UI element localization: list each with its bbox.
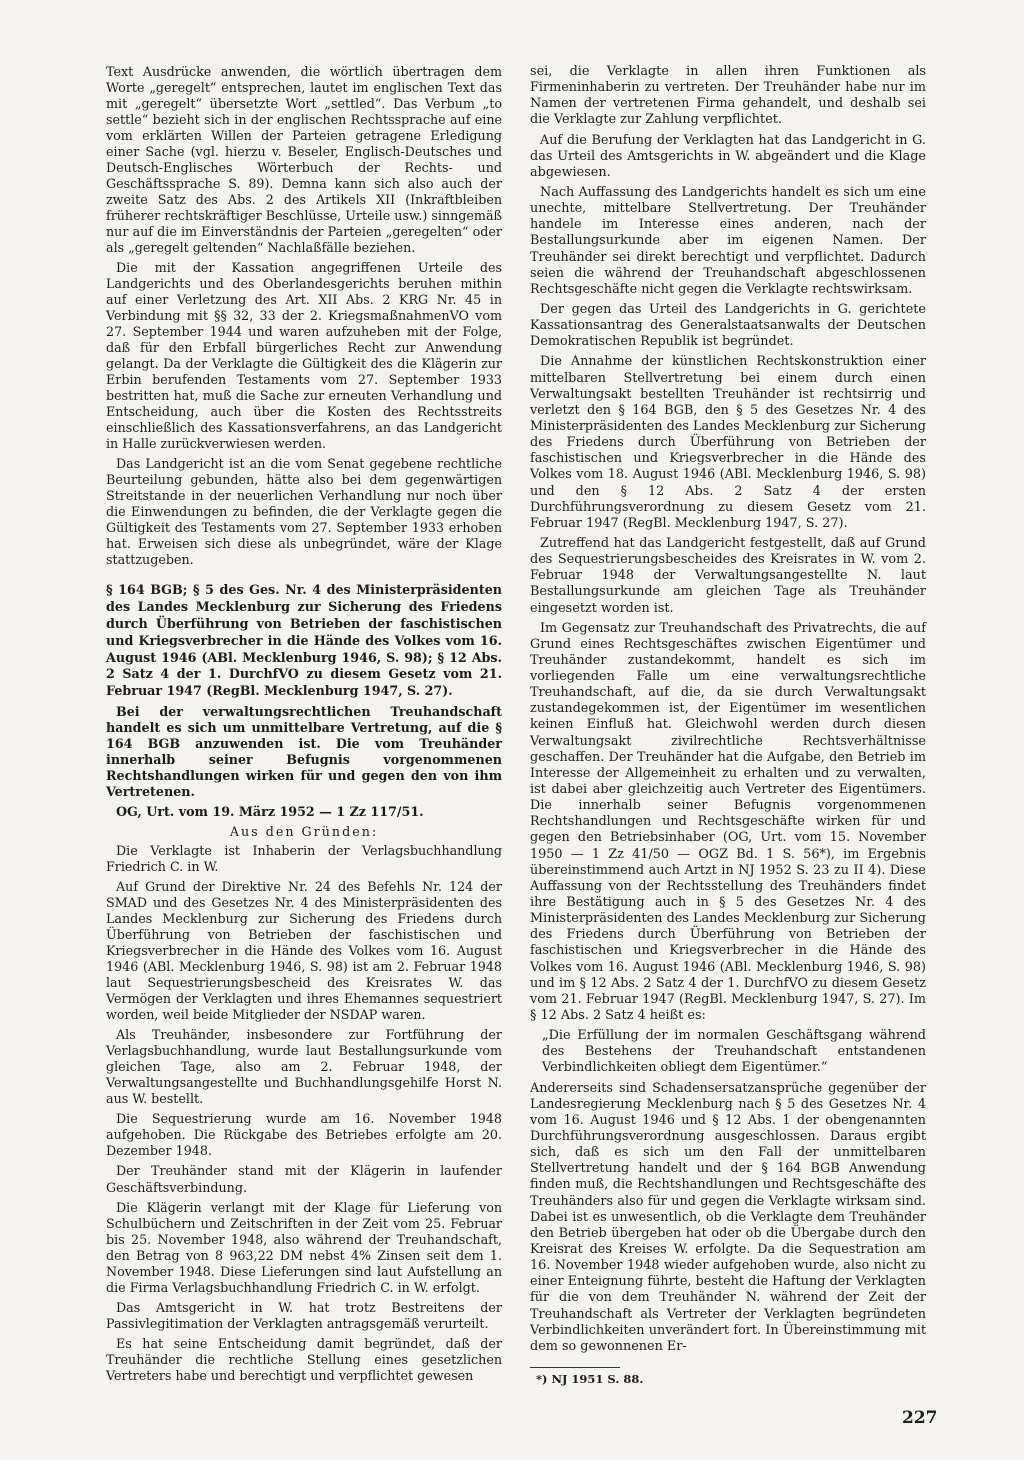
paragraph: Das Amtsgericht in W. hat trotz Bestreitens der Passivlegitimation der Verklagten antragsgemäß verurteilt. [106, 1299, 502, 1331]
paragraph: Nach Auffassung des Landgerichts handelt es sich um eine unechte, mittelbare Stellvertretung. Der Treuhänder handele im Interesse eines anderen, nach der Bestallungsurkunde aber im eigenen Namen. Der Treuhänder sei direkt berechtigt und verpflichtet. Dadurch seien die während der Treuhandschaft abgeschlossenen Rechtsgeschäfte nicht gegen die Verklagte rechtswirksam. [530, 184, 926, 297]
case-heading: § 164 BGB; § 5 des Ges. Nr. 4 des Ministerpräsidenten des Landes Mecklenburg zur Sicherung des Friedens durch Überführung von Betrieben der faschistischen und Kriegsverbrecher in die Hände des Volkes vom 16. August 1946 (ABl. Mecklenburg 1946, S. 98); § 12 Abs. 2 Satz 4 der 1. DurchfVO zu diesem Gesetz vom 21. Februar 1947 (RegBl. Mecklenburg 1947, S. 27). [106, 582, 502, 699]
paragraph: Im Gegensatz zur Treuhandschaft des Privatrechts, die auf Grund eines Rechtsgeschäftes zwischen Eigentümer und Treuhänder zustandekommt, handelt es sich im vorliegenden Falle um eine verwaltungsrechtliche Treuhandschaft, auf die, da sie durch Verwaltungsakt zustandegekommen ist, der Eigentümer im wesentlichen keinen Einfluß hat. Gleichwohl werden durch diesen Verwaltungsakt zivilrechtliche Rechtsverhältnisse geschaffen. Der Treuhänder hat die Aufgabe, den Betrieb im Interesse der Allgemeinheit zu erhalten und zu verwalten, ist dabei aber gleichzeitig auch Vertreter des Eigentümers. Die innerhalb seiner Befugnis vorgenommenen Rechtshandlungen und Rechtsgeschäfte wirken für und gegen den Betriebsinhaber (OG, Urt. vom 15. November 1950 — 1 Zz 41/50 — OGZ Bd. 1 S. 56*), im Ergebnis übereinstimmend auch Artzt in NJ 1952 S. 23 zu II 4). Diese Auffassung von der Rechtsstellung des Treuhänders findet ihre Bestätigung auch in § 5 des Gesetzes Nr. 4 des Ministerpräsidenten des Landes Mecklenburg zur Sicherung des Friedens durch Überführung von Betrieben der faschistischen und Kriegsverbrecher in die Hände des Volkes vom 16. August 1946 (ABl. Mecklenburg 1946, S. 98) und im § 12 Abs. 2 Satz 4 der 1. DurchfVO zu diesem Gesetz vom 21. Februar 1947 (RegBl. Mecklenburg 1947, S. 27). Im § 12 Abs. 2 Satz 4 heißt es: [530, 620, 926, 1024]
paragraph: Auf die Berufung der Verklagten hat das Landgericht in G. das Urteil des Amtsgerichts in W. abgeändert und die Klage abgewiesen. [530, 132, 926, 180]
paragraph: Als Treuhänder, insbesondere zur Fortführung der Verlagsbuchhandlung, wurde laut Bestallungsurkunde vom gleichen Tage, also am 2. Februar 1948, der Verwaltungsangestellte und Buchhandlungsgehilfe Horst N. aus W. bestellt. [106, 1027, 502, 1107]
left-column [106, 64, 502, 1388]
paragraph: Der gegen das Urteil des Landgerichts in G. gerichtete Kassationsantrag des Generalstaatsanwalts der Deutschen Demokratischen Republik ist begründet. [530, 301, 926, 350]
paragraph: Die Sequestrierung wurde am 16. November 1948 aufgehoben. Die Rückgabe des Betriebes erfolgte am 20. Dezember 1948. [106, 1111, 502, 1159]
paragraph: Die mit der Kassation angegriffenen Urteile des Landgerichts und des Oberlandesgerichts beruhen mithin auf einer Verletzung des Art. XII Abs. 2 KRG Nr. 45 in Verbindung mit §§ 32, 33 der 2. KriegsmaßnahmenVO vom 27. September 1944 und waren aufzuheben mit der Folge, daß für den Erbfall bürgerliches Recht zur Anwendung gelangt. Da der Verklagte die Gültigkeit des die Klägerin zur Erbin berufenden Testaments vom 27. September 1933 bestritten hat, muß die Sache zur erneuten Verhandlung und Entscheidung, auch über die Kosten des Rechtsstreits einschließlich des Kassationsverfahrens, an das Landgericht in Halle zurückverwiesen werden. [106, 260, 502, 452]
paragraph: Das Landgericht ist an die vom Senat gegebene rechtliche Beurteilung gebunden, hätte also bei dem gegenwärtigen Streitstande in der neuerlichen Verhandlung nur noch über die Einwendungen zu befinden, die der Verklagte gegen die Gültigkeit des Testaments vom 27. September 1933 erhoben hat. Erweisen sich diese als unbegründet, wäre der Klage stattzugeben. [106, 456, 502, 568]
paragraph: Die Klägerin verlangt mit der Klage für Lieferung von Schulbüchern und Zeitschriften in der Zeit vom 25. Februar bis 25. November 1948, also während der Treuhandschaft, den Betrag von 8 963,22 DM nebst 4% Zinsen seit dem 1. November 1948. Diese Lieferungen sind laut Aufstellung an die Firma Verlagsbuchhandlung Friedrich C. in W. erfolgt. [106, 1199, 502, 1295]
court-citation: OG, Urt. vom 19. März 1952 — 1 Zz 117/51. [116, 804, 424, 820]
paragraph: Andererseits sind Schadensersatzansprüche gegenüber der Landesregierung Mecklenburg nach § 5 des Gesetzes Nr. 4 vom 16. August 1946 und § 12 Abs. 1 der obengenannten Durchführungsverordnung ausgeschlossen. Daraus ergibt sich, daß es sich um den Fall der unmittelbaren Stellvertretung handelt und der § 164 BGB Anwendung finden muß, die Rechtshandlungen und Rechtsgeschäfte des Treuhänders also für und gegen die Verklagte wirksam sind. Dabei ist es unwesentlich, ob die Verklagte dem Treuhänder den Betrieb übergeben hat oder ob die Übergabe durch den Kreisrat des Kreises W. erfolgte. Da die Sequestration am 16. November 1948 wieder aufgehoben wurde, also nicht zu einer Enteignung führte, besteht die Haftung der Verklagten für die von dem Treuhänder N. während der Zeit der Treuhandschaft als Vertreter der Verklagten begründeten Verbindlichkeiten unverändert fort. In Übereinstimmung mit dem so gewonnenen Er- [530, 1080, 926, 1354]
paragraph: Es hat seine Entscheidung damit begründet, daß der Treuhänder die rechtliche Stellung eines gesetzlichen Vertreters habe und berechtigt und verpflichtet gewesen [106, 1335, 502, 1383]
footnote: *) NJ 1951 S. 88. [536, 1371, 644, 1386]
paragraph: sei, die Verklagte in allen ihren Funktionen als Firmeninhaberin zu vertreten. Der Treuhänder habe nur im Namen der vertretenen Firma gehandelt, und deshalb sei die Verklagte zur Zahlung verpflichtet. [530, 64, 926, 128]
paragraph: Der Treuhänder stand mit der Klägerin in laufender Geschäftsverbindung. [106, 1163, 502, 1195]
paragraph: Auf Grund der Direktive Nr. 24 des Befehls Nr. 124 der SMAD und des Gesetzes Nr. 4 des Ministerpräsidenten des Landes Mecklenburg zur Sicherung des Friedens durch Überführung von Betrieben der faschistischen und Kriegsverbrecher in die Hände des Volkes vom 16. August 1946 (ABl. Mecklenburg 1946, S. 98) ist am 2. Februar 1948 laut Sequestrierungsbescheid des Kreisrates W. das Vermögen der Verklagten und ihres Ehemannes sequestriert worden, weil beide Mitglieder der NSDAP waren. [106, 879, 502, 1023]
right-column [530, 64, 926, 1390]
footnote-divider [530, 1367, 620, 1368]
block-quote: „Die Erfüllung der im normalen Geschäftsgang während des Bestehens der Treuhandschaft entstandenen Verbindlichkeiten obliegt dem Eigentümer.“ [542, 1028, 926, 1076]
section-caption: Aus den Gründen: [229, 824, 379, 840]
paragraph: Die Verklagte ist Inhaberin der Verlagsbuchhandlung Friedrich C. in W. [106, 843, 502, 875]
paragraph: Text Ausdrücke anwenden, die wörtlich übertragen dem Worte „geregelt“ entsprechen, lautet im englischen Text das mit „geregelt“ übersetzte Wort „settled“. Das Verbum „to settle“ bezieht sich in der englischen Rechtssprache auf eine vom erklärten Willen der Parteien getragene Erledigung einer Sache (vgl. hierzu v. Beseler, Englisch-Deutsches und Deutsch-Englisches Wörterbuch der Rechts- und Geschäftssprache S. 89). Demna kann sich also auch der zweite Satz des Abs. 2 des Artikels XII (Inkraftbleiben früherer rechtskräftiger Beschlüsse, Urteile usw.) sinngemäß nur auf die im Einverständnis der Parteien „geregelten“ oder als „geregelt geltenden“ Nachlaßfälle beziehen. [106, 64, 502, 256]
paragraph: Die Annahme der künstlichen Rechtskonstruktion einer mittelbaren Stellvertretung bei einem durch einen Verwaltungsakt bestellten Treuhänder ist rechtsirrig und verletzt den § 164 BGB, den § 5 des Gesetzes Nr. 4 des Ministerpräsidenten des Landes Mecklenburg zur Sicherung des Friedens durch Überführung von Betrieben der faschistischen und Kriegsverbrecher in die Hände des Volkes vom 18. August 1946 (ABl. Mecklenburg 1946, S. 98) und den § 12 Abs. 2 Satz 4 der ersten Durchführungsverordnung zu diesem Gesetz vom 21. Februar 1947 (RegBl. Mecklenburg 1947, S. 27). [530, 354, 926, 531]
paragraph: Zutreffend hat das Landgericht festgestellt, daß auf Grund des Sequestrierungsbescheides des Kreisrates in W. vom 2. Februar 1948 der Verwaltungsangestellte N. laut Bestallungsurkunde am gleichen Tage als Treuhänder eingesetzt worden ist. [530, 535, 926, 616]
page-number: 227 [902, 1408, 938, 1428]
headnote: Bei der verwaltungsrechtlichen Treuhandschaft handelt es sich um unmittelbare Vertretung, auf die § 164 BGB anzuwenden ist. Die vom Treuhänder innerhalb seiner Befugnis vorgenommenen Rechtshandlungen wirken für und gegen den von ihm Vertretenen. [106, 704, 502, 800]
